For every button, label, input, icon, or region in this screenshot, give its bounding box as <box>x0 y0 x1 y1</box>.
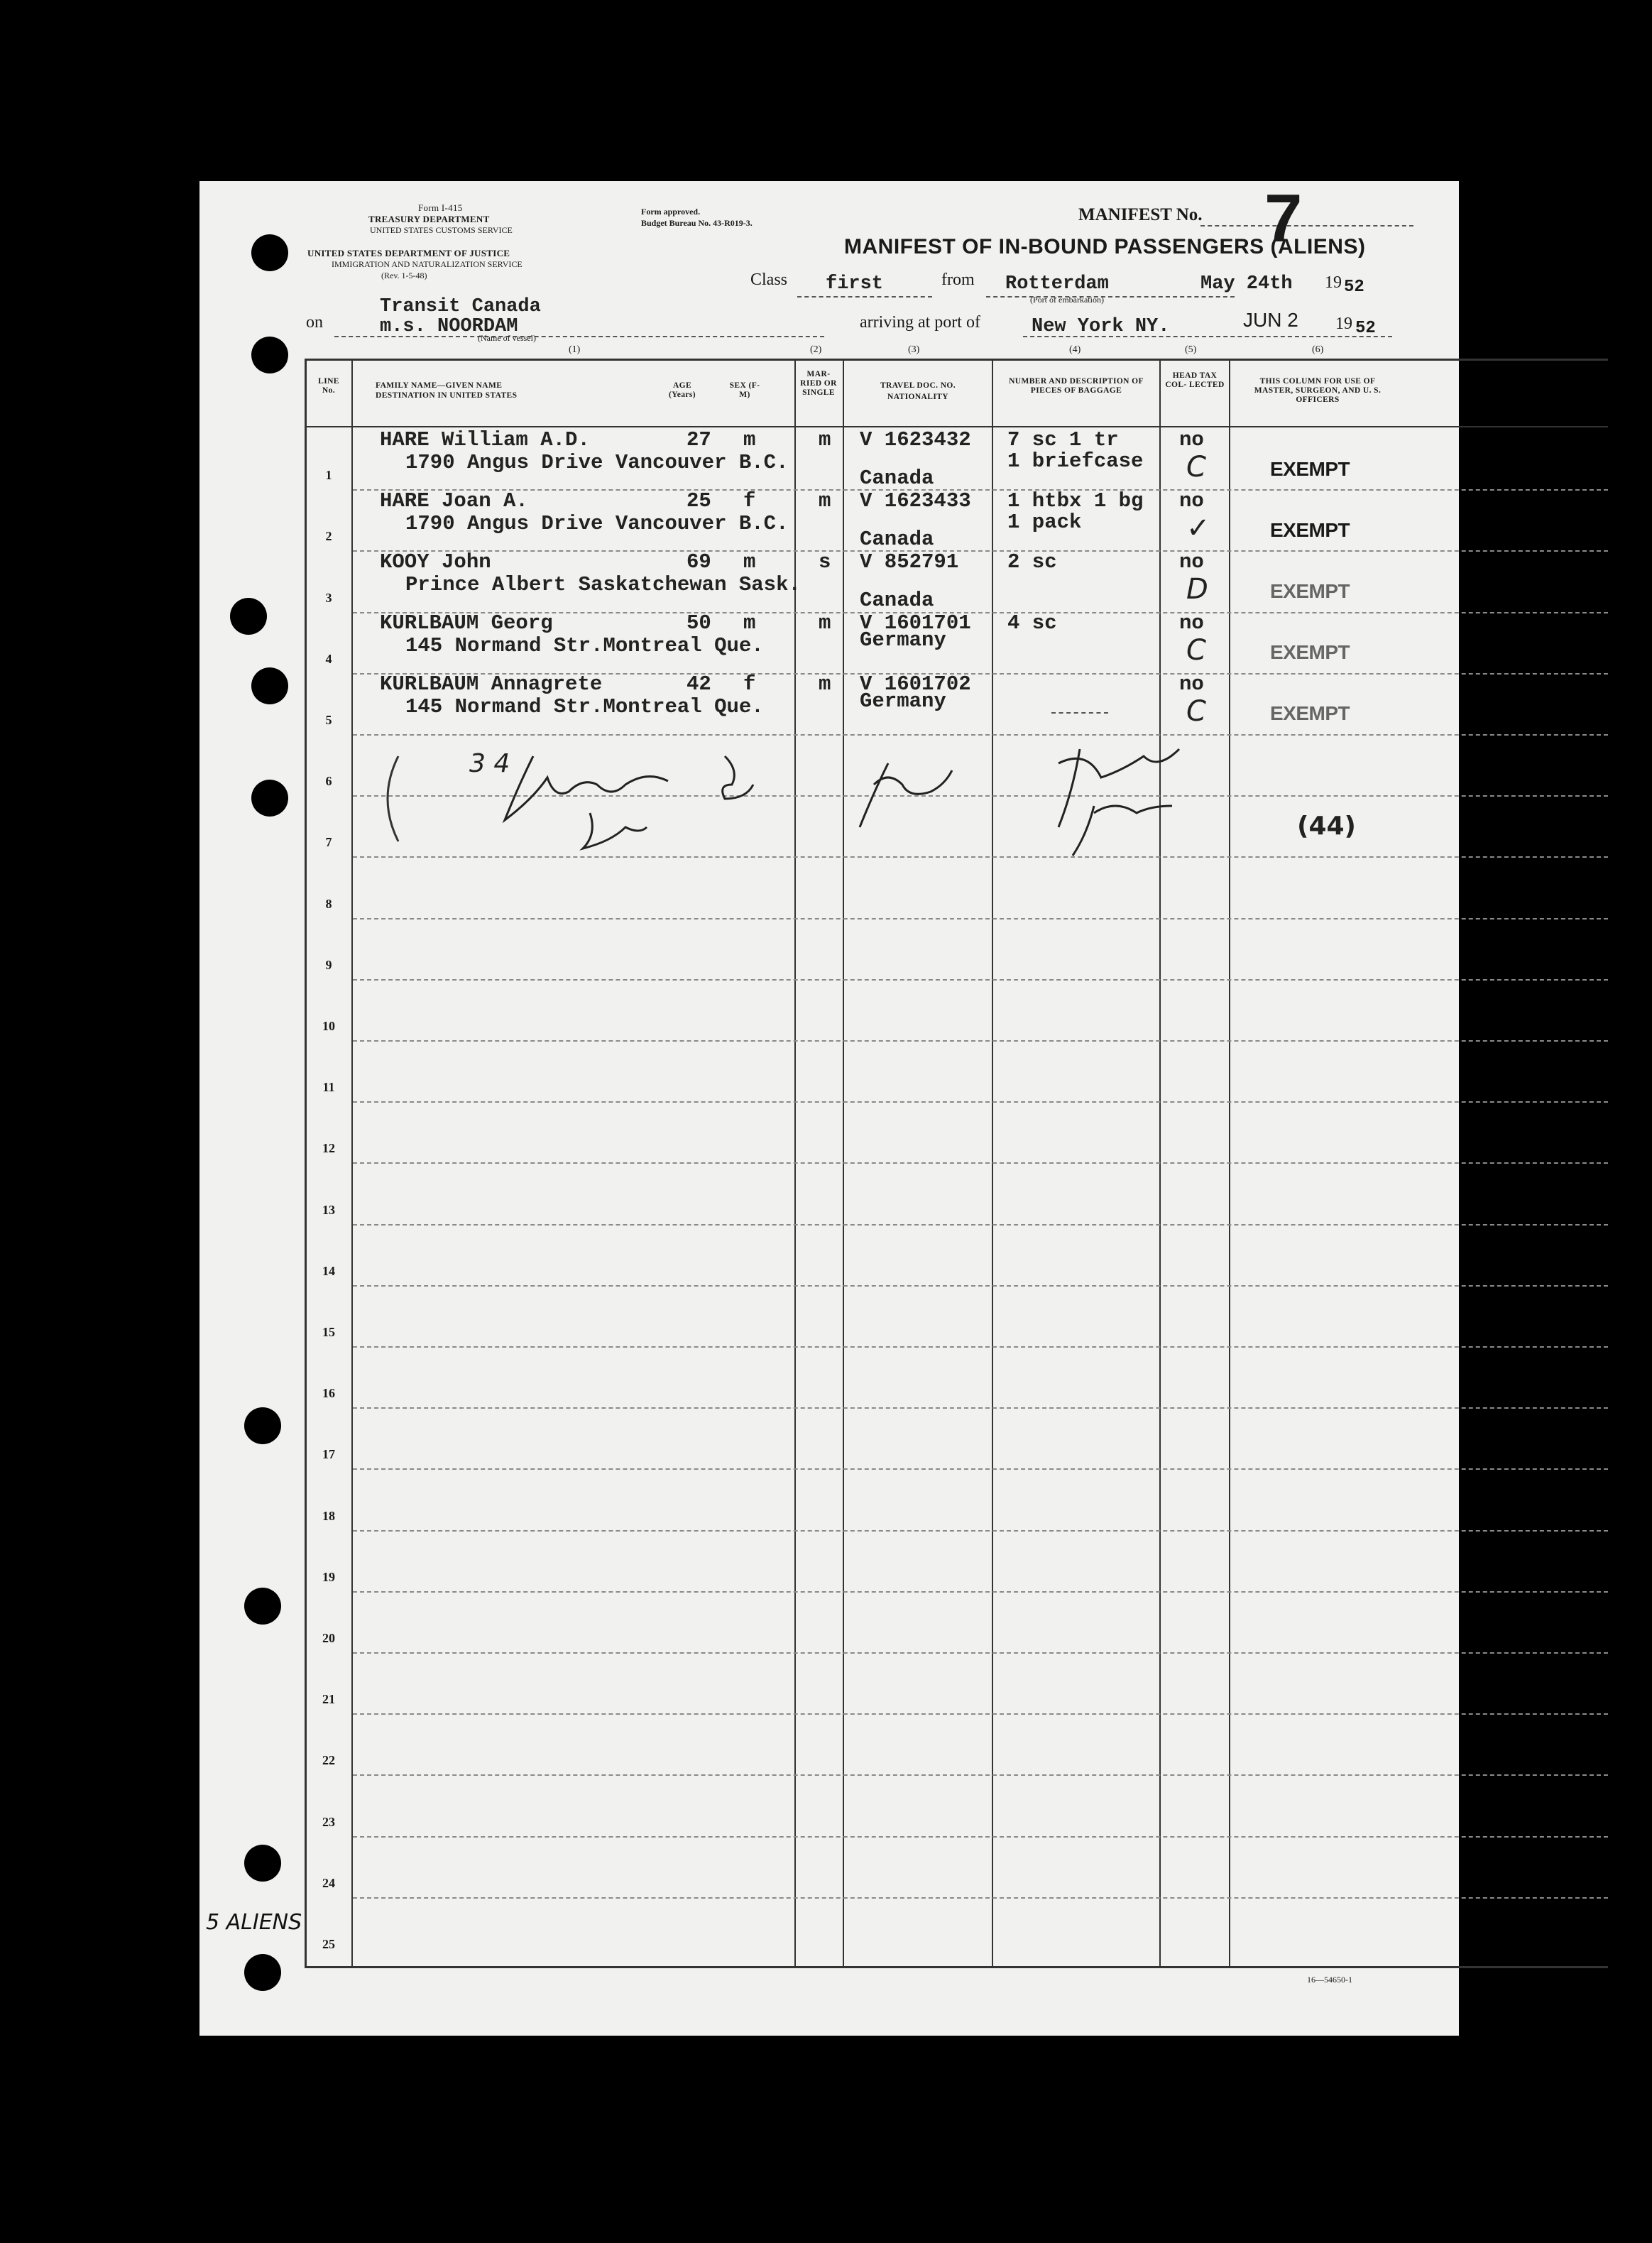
baggage-dash <box>1051 712 1108 714</box>
port-caption: (Port of embarkation) <box>1030 295 1104 305</box>
travel-doc-number: V 1601702 <box>860 672 971 696</box>
line-number: 16 <box>322 1386 335 1401</box>
header-baggage: NUMBER AND DESCRIPTION OF PIECES OF BAGGAGE <box>1009 377 1144 395</box>
row-separator <box>353 979 1608 981</box>
class-value: first <box>826 273 884 295</box>
passenger-sex: f <box>743 672 756 696</box>
col-num-2: (2) <box>810 344 822 355</box>
head-tax-collected: no <box>1179 489 1204 513</box>
passenger-married: m <box>819 489 831 513</box>
manifest-no-label: MANIFEST No. <box>1078 205 1203 224</box>
line-number: 15 <box>322 1325 335 1339</box>
aliens-note: 5 ALIENS <box>206 1910 302 1935</box>
arriving-port: New York NY. <box>1032 316 1170 337</box>
header-sex: SEX (F-M) <box>729 381 760 399</box>
vessel-line <box>334 336 824 337</box>
col-num-5: (5) <box>1185 344 1197 355</box>
passenger-name: KURLBAUM Annagrete <box>380 672 603 696</box>
baggage-line-2: 1 briefcase <box>1007 449 1144 473</box>
header-married: MAR- RIED OR SINGLE <box>800 370 837 397</box>
row-separator <box>353 1285 1608 1287</box>
passenger-married: m <box>819 672 831 696</box>
table-header-border <box>305 426 1608 427</box>
passenger-age: 50 <box>686 611 711 635</box>
table-bottom-border <box>305 1966 1608 1968</box>
header-nationality: NATIONALITY <box>887 393 948 401</box>
ins-label: IMMIGRATION AND NATURALIZATION SERVICE <box>332 259 523 269</box>
exempt-stamp: EXEMPT <box>1270 580 1350 602</box>
passenger-nationality: Canada <box>860 528 934 551</box>
arriving-line <box>1023 336 1392 337</box>
passenger-age: 27 <box>686 428 711 452</box>
line-number: 7 <box>325 835 332 850</box>
passenger-married: m <box>819 428 831 452</box>
arrival-date-stamp: JUN 2 <box>1243 309 1298 331</box>
form-approved: Form approved. <box>641 207 701 217</box>
row-separator <box>353 1591 1608 1593</box>
head-tax-collected: no <box>1179 611 1204 635</box>
manifest-no-line <box>1200 225 1413 227</box>
line-number: 6 <box>325 774 332 789</box>
inspector-signatures <box>370 728 1392 884</box>
line-number: 18 <box>322 1508 335 1523</box>
baggage-line-1: 4 sc <box>1007 611 1057 635</box>
row-separator <box>353 1652 1608 1654</box>
exempt-stamp: EXEMPT <box>1270 458 1350 480</box>
passenger-name: KURLBAUM Georg <box>380 611 553 635</box>
line-number: 25 <box>322 1937 335 1951</box>
line-number: 13 <box>322 1202 335 1217</box>
line-number: 21 <box>322 1692 335 1707</box>
row-separator <box>353 1346 1608 1348</box>
head-tax-checkmark: D <box>1186 573 1208 606</box>
line-number: 9 <box>325 957 332 972</box>
line-number: 17 <box>322 1447 335 1462</box>
head-tax-checkmark: C <box>1186 695 1206 728</box>
passenger-age: 42 <box>686 672 711 696</box>
line-number: 11 <box>322 1080 335 1095</box>
line-number: 1 <box>325 468 332 483</box>
col-num-4: (4) <box>1069 344 1081 355</box>
row-separator <box>353 489 1608 491</box>
arrival-year-prefix: 19 <box>1335 315 1352 333</box>
departure-year-prefix: 19 <box>1325 273 1342 292</box>
binder-hole <box>251 234 288 271</box>
binder-hole <box>251 667 288 704</box>
line-number: 23 <box>322 1814 335 1829</box>
binder-hole <box>244 1407 281 1444</box>
manifest-page <box>199 181 1459 2036</box>
passenger-nationality: Canada <box>860 466 934 490</box>
vessel-caption: (Name of vessel) <box>478 333 536 343</box>
transit-note: Transit Canada <box>380 296 541 317</box>
passenger-age: 69 <box>686 550 711 574</box>
travel-doc-number: V 1601701 <box>860 611 971 635</box>
line-number: 20 <box>322 1631 335 1645</box>
binder-hole <box>244 1845 281 1882</box>
travel-doc-number: V 852791 <box>860 550 959 574</box>
binder-hole <box>244 1954 281 1991</box>
row-separator <box>353 1897 1608 1899</box>
class-label: Class <box>750 271 788 289</box>
travel-doc-number: V 1623433 <box>860 489 971 513</box>
table-left-border <box>305 359 307 1968</box>
table-top-border <box>305 359 1608 361</box>
line-number: 19 <box>322 1569 335 1584</box>
row-separator <box>353 1530 1608 1532</box>
row-separator <box>353 1101 1608 1103</box>
header-age: AGE (Years) <box>669 381 696 399</box>
passenger-sex: f <box>743 489 756 513</box>
passenger-sex: m <box>743 611 756 635</box>
class-line <box>797 296 932 298</box>
on-label: on <box>306 313 323 332</box>
form-number: Form I-415 <box>418 202 463 213</box>
handwritten-34: 3 4 <box>469 749 510 778</box>
line-number: 10 <box>322 1019 335 1033</box>
passenger-name: HARE Joan A. <box>380 489 528 513</box>
line-number: 3 <box>325 590 332 605</box>
row-separator <box>353 1224 1608 1226</box>
passenger-nationality: Germany <box>860 628 946 652</box>
exempt-stamp: EXEMPT <box>1270 519 1350 541</box>
row-separator <box>353 1040 1608 1042</box>
form-code: 16—54650-1 <box>1307 1975 1352 1985</box>
baggage-line-1: 7 sc 1 tr <box>1007 428 1119 452</box>
manifest-title: MANIFEST OF IN-BOUND PASSENGERS (ALIENS) <box>844 235 1366 258</box>
passenger-name: HARE William A.D. <box>380 428 590 452</box>
passenger-destination: 1790 Angus Drive Vancouver B.C. <box>405 512 789 535</box>
departure-date: May 24th <box>1200 273 1293 295</box>
binder-hole <box>251 337 288 373</box>
customs-label: UNITED STATES CUSTOMS SERVICE <box>370 225 513 235</box>
row-separator <box>353 1468 1608 1470</box>
passenger-destination: 1790 Angus Drive Vancouver B.C. <box>405 451 789 474</box>
col-num-6: (6) <box>1312 344 1324 355</box>
baggage-line-1: 1 htbx 1 bg <box>1007 489 1144 513</box>
header-name: FAMILY NAME—GIVEN NAME <box>376 381 503 390</box>
row-separator <box>353 1713 1608 1715</box>
row-separator <box>353 1407 1608 1409</box>
vessel-name: m.s. NOORDAM <box>380 316 518 337</box>
passenger-destination: 145 Normand Str.Montreal Que. <box>405 695 764 719</box>
head-tax-checkmark: ✓ <box>1186 512 1210 545</box>
header-travel-doc: TRAVEL DOC. NO. <box>880 381 956 390</box>
line-number: 14 <box>322 1263 335 1278</box>
passenger-sex: m <box>743 428 756 452</box>
binder-hole <box>244 1588 281 1625</box>
passenger-destination: 145 Normand Str.Montreal Que. <box>405 634 764 657</box>
col-num-3: (3) <box>908 344 920 355</box>
binder-hole <box>251 780 288 817</box>
binder-hole <box>230 598 267 635</box>
exempt-stamp: EXEMPT <box>1270 641 1350 663</box>
travel-doc-number: V 1623432 <box>860 428 971 452</box>
line-number: 2 <box>325 529 332 544</box>
justice-label: UNITED STATES DEPARTMENT OF JUSTICE <box>307 248 510 258</box>
passenger-nationality: Germany <box>860 689 946 713</box>
header-line-no: LINE No. <box>318 377 339 395</box>
line-number: 4 <box>325 651 332 666</box>
row-separator <box>353 550 1608 552</box>
baggage-line-1: 2 sc <box>1007 550 1057 574</box>
row-separator <box>353 918 1608 919</box>
line-number: 12 <box>322 1141 335 1156</box>
row-separator <box>353 1774 1608 1776</box>
passenger-destination: Prince Albert Saskatchewan Sask. <box>405 573 801 596</box>
line-number: 24 <box>322 1875 335 1890</box>
passenger-age: 25 <box>686 489 711 513</box>
head-tax-collected: no <box>1179 428 1204 452</box>
passenger-nationality: Canada <box>860 589 934 612</box>
row-separator <box>353 1836 1608 1838</box>
revision-label: (Rev. 1-5-48) <box>381 271 427 280</box>
arrival-year: 52 <box>1355 319 1376 338</box>
head-tax-collected: no <box>1179 672 1204 696</box>
passenger-name: KOOY John <box>380 550 491 574</box>
budget-bureau: Budget Bureau No. 43-R019-3. <box>641 218 753 228</box>
header-officers: THIS COLUMN FOR USE OF MASTER, SURGEON, AND U. S. OFFICERS <box>1254 377 1382 404</box>
line-number: 8 <box>325 896 332 911</box>
from-label: from <box>941 271 975 289</box>
passenger-sex: m <box>743 550 756 574</box>
arriving-label: arriving at port of <box>860 313 980 332</box>
from-line <box>986 296 1235 298</box>
row-separator <box>353 1162 1608 1164</box>
header-head-tax: HEAD TAX COL- LECTED <box>1165 371 1225 389</box>
manifest-no-value: 7 <box>1264 180 1303 256</box>
line-number: 22 <box>322 1753 335 1768</box>
head-tax-checkmark: C <box>1186 634 1206 667</box>
head-tax-collected: no <box>1179 550 1204 574</box>
departure-year: 52 <box>1344 278 1364 297</box>
baggage-line-2: 1 pack <box>1007 511 1082 534</box>
line-number: 5 <box>325 713 332 727</box>
header-destination: DESTINATION IN UNITED STATES <box>376 391 518 400</box>
passenger-married: s <box>819 550 831 574</box>
from-value: Rotterdam <box>1005 273 1109 295</box>
treasury-label: TREASURY DEPARTMENT <box>368 214 490 224</box>
passenger-married: m <box>819 611 831 635</box>
head-tax-checkmark: C <box>1186 451 1206 484</box>
exempt-stamp: EXEMPT <box>1270 702 1350 724</box>
col-num-1: (1) <box>569 344 581 355</box>
count-annotation: (44) <box>1297 812 1357 841</box>
